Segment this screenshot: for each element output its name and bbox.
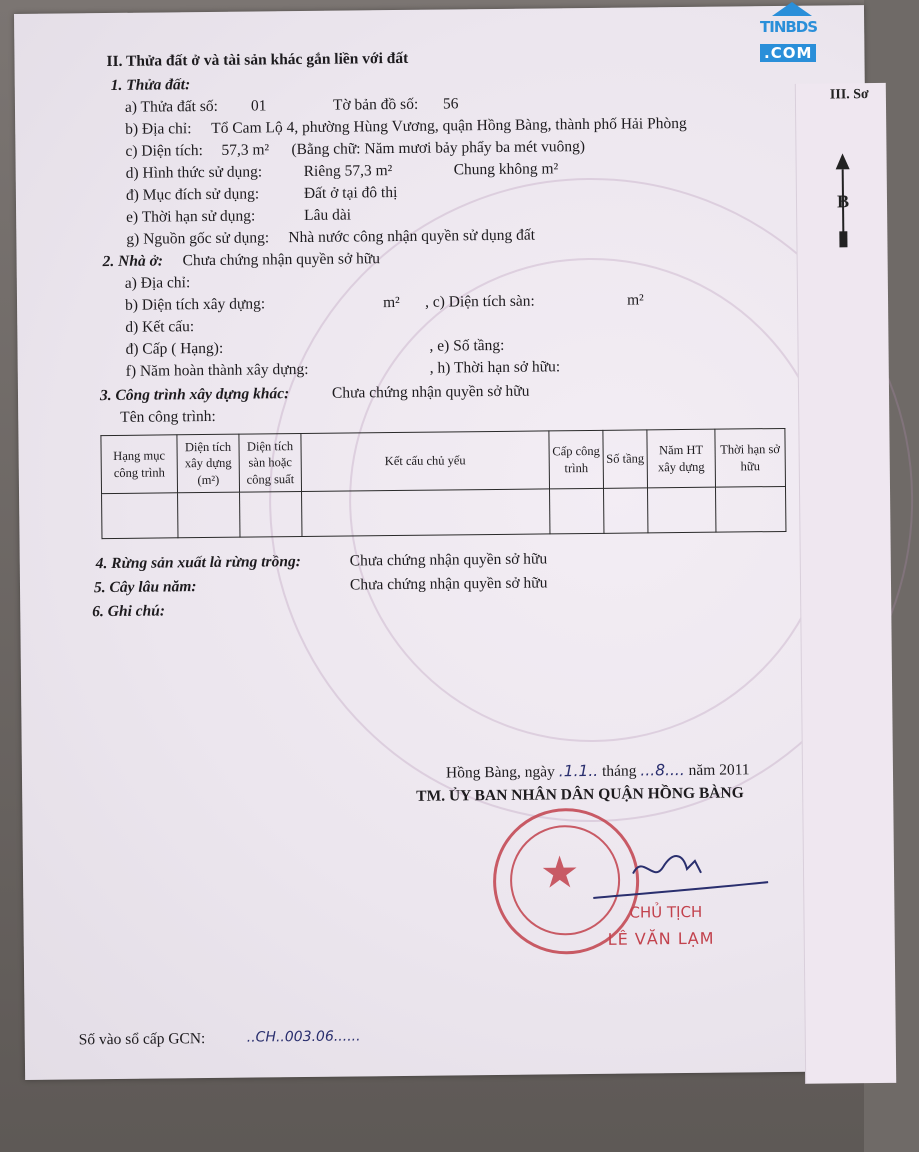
table-cell <box>102 493 178 539</box>
house-heading: 2. Nhà ở: <box>102 252 164 271</box>
usage-shared: Chung không m² <box>453 160 559 179</box>
perennial-status: Chưa chứng nhận quyền sở hữu <box>349 574 548 594</box>
registry-number: ..CH..003.06...... <box>246 1028 361 1046</box>
house-footprint-unit: m² <box>382 293 400 312</box>
origin-label: g) Nguồn gốc sử dụng: <box>126 229 270 248</box>
seal-star-icon: ★ <box>539 848 580 898</box>
logo-line1: TINBDS <box>760 18 818 36</box>
other-works-heading: 3. Công trình xây dựng khác: <box>99 385 290 405</box>
house-floor-area-label: , c) Diện tích sàn: <box>424 292 535 311</box>
tinbds-logo <box>758 2 826 64</box>
forest-status: Chưa chứng nhận quyền sở hữu <box>349 550 548 570</box>
table-header: Kết cấu chủ yếu <box>301 431 550 492</box>
adjacent-page-heading: III. Sơ <box>829 87 869 103</box>
certificate-page <box>14 5 875 1080</box>
address-label: b) Địa chỉ: <box>125 120 192 138</box>
table-header: Cấp công trình <box>549 430 604 489</box>
registry-label: Số vào sổ cấp GCN: <box>78 1030 206 1049</box>
table-header: Số tầng <box>603 430 648 488</box>
area-value: 57,3 m² <box>221 141 270 159</box>
house-address-label: a) Địa chỉ: <box>124 274 191 292</box>
table-cell <box>302 489 550 537</box>
perennial-heading: 5. Cây lâu năm: <box>93 578 197 597</box>
purpose-label: đ) Mục đích sử dụng: <box>125 185 260 204</box>
table-cell <box>647 487 715 533</box>
signature-icon <box>583 842 774 904</box>
month-handwritten: ...8.... <box>640 761 685 780</box>
land-heading: 1. Thửa đất: <box>110 76 191 94</box>
house-icon <box>772 2 812 16</box>
table-cell <box>550 488 604 534</box>
address-value: Tổ Cam Lộ 4, phường Hùng Vương, quận Hồng Bàng, thành phố Hải Phòng <box>211 114 687 137</box>
table-row <box>102 486 786 538</box>
forest-heading: 4. Rừng sản xuất là rừng trồng: <box>95 553 301 573</box>
house-status: Chưa chứng nhận quyền sở hữu <box>182 250 381 270</box>
issuing-authority: TM. ỦY BAN NHÂN DÂN QUẬN HỒNG BÀNG <box>416 784 744 805</box>
table-header: Thời hạn sở hữu <box>715 428 786 487</box>
map-sheet-value: 56 <box>442 95 459 113</box>
purpose-value: Đất ở tại đô thị <box>303 183 398 202</box>
svg-text:B: B <box>836 191 850 212</box>
place-date-line <box>446 760 750 782</box>
house-floor-area-unit: m² <box>626 291 644 309</box>
section-title: II. Thửa đất ở và tài sản khác gắn liền với đất <box>106 49 409 71</box>
month-label: tháng <box>601 762 637 780</box>
north-arrow-icon <box>831 151 854 251</box>
area-label: c) Diện tích: <box>125 142 204 160</box>
term-value: Lâu dài <box>304 206 352 224</box>
notes-heading: 6. Ghi chú: <box>92 602 166 621</box>
table-header: Hạng mục công trình <box>101 435 178 494</box>
year-label: năm 2011 <box>688 761 750 779</box>
origin-value: Nhà nước công nhận quyền sử dụng đất <box>288 226 536 247</box>
table-header-row <box>101 428 786 493</box>
table-cell <box>178 492 240 538</box>
parcel-number-label: a) Thửa đất số: <box>124 97 218 116</box>
house-ownership-term-label: , h) Thời hạn sở hữu: <box>429 358 561 377</box>
table-header: Năm HT xây dựng <box>647 429 716 488</box>
term-label: e) Thời hạn sử dụng: <box>126 207 256 226</box>
table-cell <box>603 488 647 533</box>
usage-private: Riêng 57,3 m² <box>303 162 393 180</box>
house-storeys-label: , e) Số tầng: <box>429 336 505 355</box>
other-works-status: Chưa chứng nhận quyền sở hữu <box>331 382 530 402</box>
area-in-words: (Bằng chữ: Năm mươi bảy phẩy ba mét vuông) <box>291 138 586 159</box>
parcel-number-value: 01 <box>250 97 267 115</box>
usage-form-label: d) Hình thức sử dụng: <box>125 163 263 182</box>
chairman-title: CHỦ TỊCH <box>629 902 703 922</box>
table-cell <box>240 492 302 538</box>
signer-name: LÊ VĂN LẠM <box>607 928 715 949</box>
table-header: Diện tích xây dựng (m²) <box>177 434 240 493</box>
work-name-label: Tên công trình: <box>120 407 216 426</box>
day-handwritten: .1.1.. <box>558 761 599 781</box>
map-sheet-label: Tờ bản đồ số: <box>332 95 419 114</box>
place-date-prefix: Hồng Bàng, ngày <box>445 763 555 782</box>
house-structure-label: d) Kết cấu: <box>125 318 195 336</box>
house-footprint-label: b) Diện tích xây dựng: <box>124 295 266 314</box>
table-header: Diện tích sàn hoặc công suất <box>239 434 302 493</box>
house-grade-label: đ) Cấp ( Hạng): <box>125 339 224 358</box>
logo-line2: .COM <box>760 44 816 62</box>
other-works-table <box>100 428 786 539</box>
house-completion-label: f) Năm hoàn thành xây dựng: <box>125 360 309 380</box>
table-cell <box>715 486 785 532</box>
